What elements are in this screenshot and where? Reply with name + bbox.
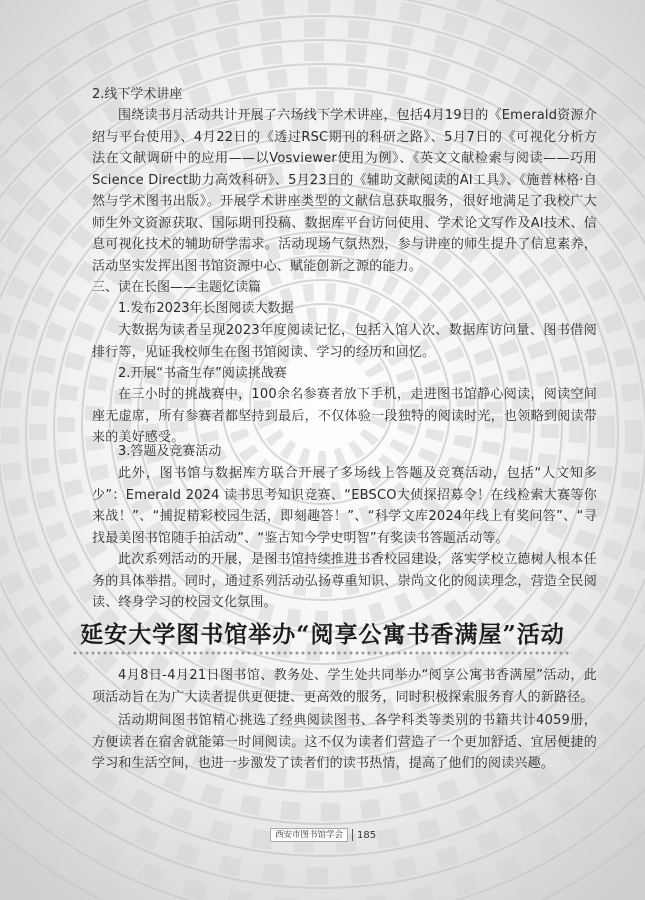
item3-heading: 3.答题及竞赛活动: [118, 444, 222, 459]
page-footer: [270, 828, 376, 842]
article-paragraph-1: 4月8日-4月21日图书馆、教务处、学生处共同举办“阅享公寓书香满屋”活动，此项活动旨在为广大读者提供更便捷、更高效的服务，同时积极探索服务育人的新路径。: [92, 668, 597, 705]
lecture-body: 围绕读书月活动共计开展了六场线下学术讲座，包括4月19日的《Emerald资源介绍与平台使用》、4月22日的《透过RSC期刊的科研之路》、5月7日的《可视化分析方法在文献调研中的应用——以Vosviewer使用为例》、《英文文献检索与阅读——巧用Science Direct助力高效科研》、5月23日的《辅助文献阅读的AI工具》、《施普林格·自然与学术图书出版》。开展学术讲座类型的文献信息获取服务，很好地满足了我校广大师生外文资源获取、国际期刊投稿、数据库平台访问使用、学术论文写作及AI技术、信息可视化技术的辅助研学需求。活动现场气氛热烈，参与讲座的师生提升了信息素养，活动坚实发挥出图书馆资源中心、赋能创新之源的能力。: [92, 108, 597, 274]
footer-separator: [352, 829, 353, 841]
item2-body: 在三小时的挑战赛中，100余名参赛者放下手机，走进图书馆静心阅读，阅读空间座无虚席，所有参赛者都坚持到最后，不仅体验一段独特的阅读时光，也领略到阅读带来的美好感受。: [92, 387, 597, 445]
dotted-divider: [72, 651, 572, 655]
item3-body: 此外，图书馆与数据库方联合开展了多场线上答题及竞赛活动，包括“人文知多少”：Emerald 2024 读书思考知识竞赛、“EBSCO大侦探招募令！在线检索大赛等你来战！”、“捕捉精彩校园生活，即刻趣答！”、“科学文库2024年线上有奖问答”、“寻找最美图书馆随手拍活动”、“鉴古知今学史明智”有奖读书答题活动等。: [92, 466, 597, 546]
section-three-heading: 三、读在长图——主题忆读篇: [92, 280, 262, 295]
page-number: 185: [357, 829, 377, 841]
item2-heading: 2.开展“书斋生存”阅读挑战赛: [118, 366, 287, 381]
summary-body: 此次系列活动的开展，是图书馆持续推进书香校园建设，落实学校立德树人根本任务的具体举措。同时，通过系列活动弘扬尊重知识、崇尚文化的阅读理念，营造全民阅读、终身学习的校园文化氛围。: [92, 552, 597, 610]
article-paragraph-2: 活动期间图书馆精心挑选了经典阅读图书、各学科类等类别的书籍共计4059册，方便读者在宿舍就能第一时间阅读。这不仅为读者们营造了一个更加舒适、宜居便捷的学习和生活空间，也进一步激发了读者们的读书热情，提高了他们的阅读兴趣。: [92, 713, 597, 771]
item1-heading: 1.发布2023年长图阅读大数据: [118, 301, 294, 316]
lecture-heading: 2.线下学术讲座: [92, 87, 183, 102]
publisher-name: 西安市图书馆学会: [270, 828, 348, 842]
item1-body: 大数据为读者呈现2023年度阅读记忆，包括入馆人次、数据库访问量、图书借阅排行等，见证我校师生在图书馆阅读、学习的经历和回忆。: [92, 323, 597, 360]
article-title: 延安大学图书馆举办“阅享公寓书香满屋”活动: [80, 621, 565, 648]
